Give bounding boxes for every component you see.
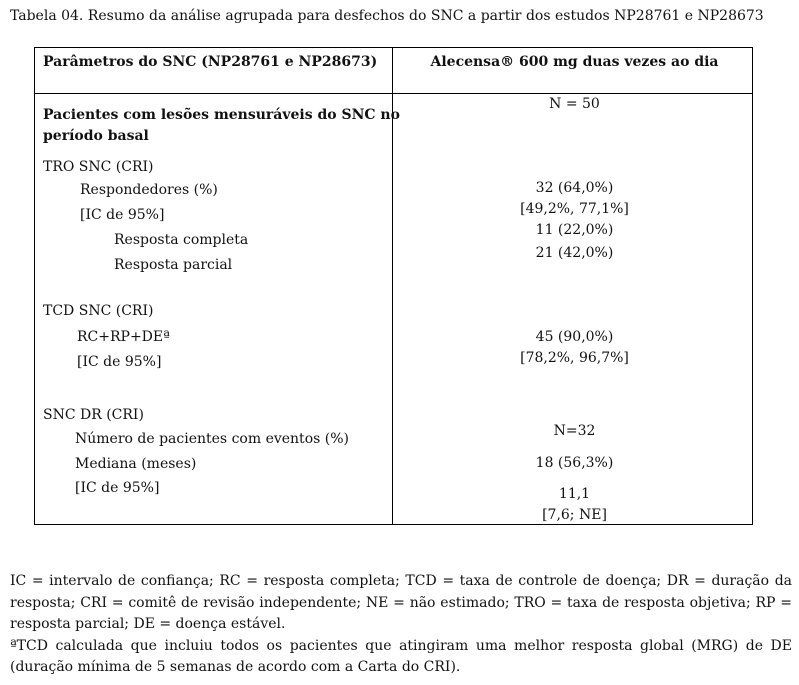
footnotes: [10, 571, 792, 679]
responders-label: Respondedores (%): [80, 182, 218, 198]
events-label: Número de pacientes com eventos (%): [75, 431, 349, 447]
partial-value: 21 (42,0%): [535, 245, 614, 261]
tro-title: TRO SNC (CRI): [43, 159, 154, 175]
events-n: N=32: [553, 423, 596, 439]
ci1-value: [49,2%, 77,1%]: [520, 201, 629, 217]
rc-rp-de-value: 45 (90,0%): [535, 329, 614, 345]
ci3-value: [7,6; NE]: [542, 507, 607, 523]
complete-value: 11 (22,0%): [535, 222, 614, 238]
median-value2: 11,1: [558, 486, 591, 502]
rc-rp-de-label: RC+RP+DEª: [77, 329, 170, 345]
median-value1: 18 (56,3%): [535, 455, 614, 471]
header-col1: Parâmetros do SNC (NP28761 e NP28673): [43, 54, 378, 70]
table-caption: Tabela 04. Resumo da análise agrupada para desfechos do SNC a partir dos estudos NP28761 e NP28673: [10, 8, 764, 24]
ci2-value: [78,2%, 96,7%]: [520, 350, 629, 366]
complete-label: Resposta completa: [114, 232, 249, 248]
ci1-label: [IC de 95%]: [80, 207, 165, 223]
ci3-label: [IC de 95%]: [75, 480, 160, 496]
header-divider: [35, 93, 752, 94]
partial-label: Resposta parcial: [114, 257, 233, 273]
measurable-line2: período basal: [43, 128, 149, 144]
n-total: N = 50: [549, 96, 600, 112]
footnote-abbreviations: IC = intervalo de confiança; RC = resposta completa; TCD = taxa de controle de doença; DR = duração da resposta; CRI = comitê de revisão independente; NE = não estimado; TRO = taxa de resposta objetiva; RP = resposta parcial; DE = doença estável.: [10, 573, 792, 632]
footnote-a: ªTCD calculada que incluiu todos os pacientes que atingiram uma melhor resposta global (MRG) de DE (duração mínima de 5 semanas de acordo com a Carta do CRI).: [10, 637, 792, 675]
median-label: Mediana (meses): [75, 456, 197, 472]
results-table: [34, 47, 753, 525]
ci2-label: [IC de 95%]: [77, 354, 162, 370]
measurable-line1: Pacientes com lesões mensuráveis do SNC no: [43, 107, 400, 123]
tcd-title: TCD SNC (CRI): [43, 303, 154, 319]
responders-value: 32 (64,0%): [535, 180, 614, 196]
header-col2: Alecensa® 600 mg duas vezes ao dia: [430, 54, 719, 70]
dr-title: SNC DR (CRI): [43, 407, 144, 423]
